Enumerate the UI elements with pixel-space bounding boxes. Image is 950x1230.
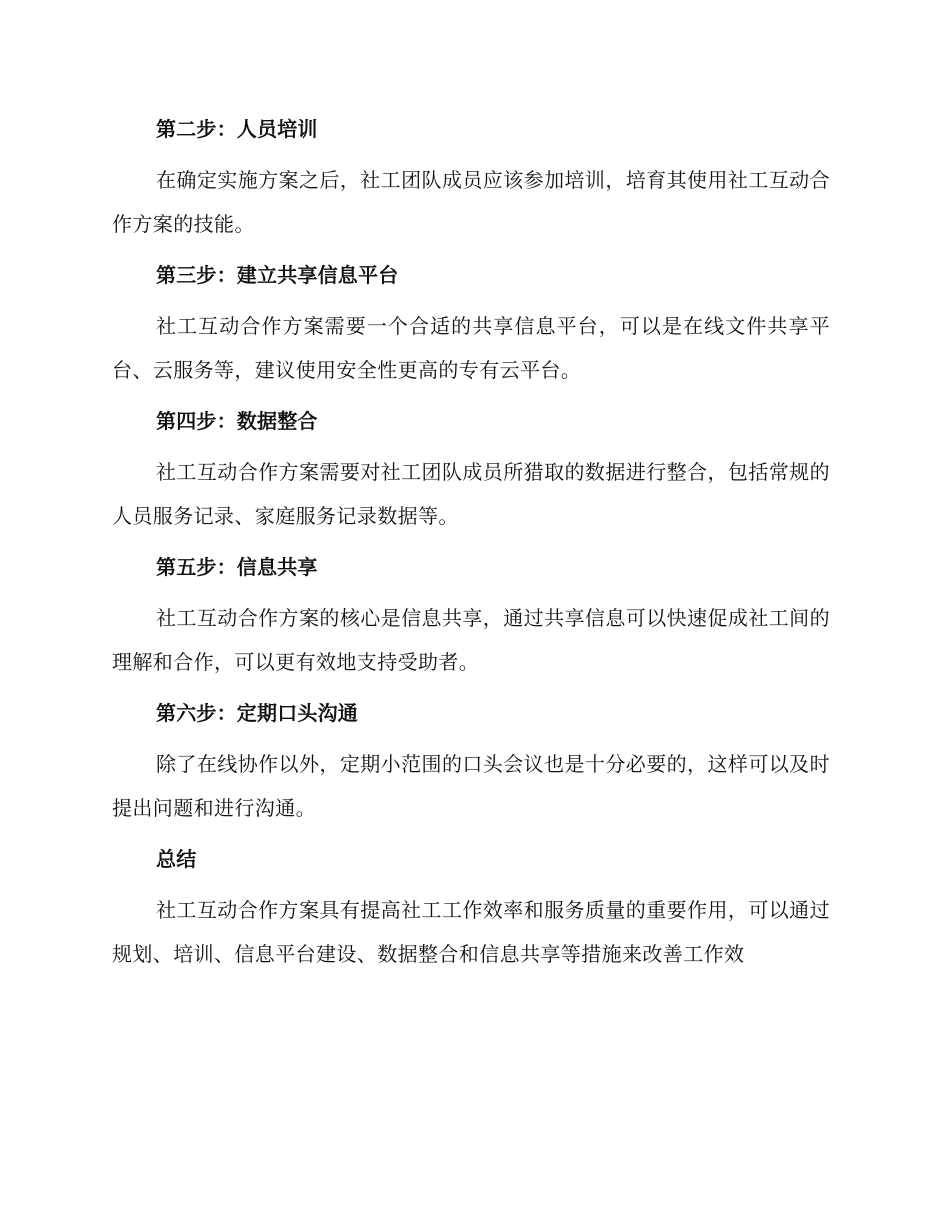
section-paragraph: 除了在线协作以外，定期小范围的口头会议也是十分必要的，这样可以及时提出问题和进行沟通。 [112,752,830,820]
section-step-2 [112,108,830,246]
section-heading: 第四步：数据整合 [156,409,318,433]
section-summary [112,838,830,976]
section-paragraph: 社工互动合作方案的核心是信息共享，通过共享信息可以快速促成社工间的理解和合作，可以更有效地支持受助者。 [112,606,830,674]
section-step-4 [112,400,830,538]
section-paragraph: 社工互动合作方案具有提高社工工作效率和服务质量的重要作用，可以通过规划、培训、信息平台建设、数据整合和信息共享等措施来改善工作效 [112,898,830,966]
section-heading: 第六步：定期口头沟通 [156,701,358,725]
document-body [112,108,830,984]
section-heading: 第三步：建立共享信息平台 [156,263,399,287]
section-paragraph: 社工互动合作方案需要一个合适的共享信息平台，可以是在线文件共享平台、云服务等，建议使用安全性更高的专有云平台。 [112,314,830,382]
section-step-5 [112,546,830,684]
section-paragraph: 在确定实施方案之后，社工团队成员应该参加培训，培育其使用社工互动合作方案的技能。 [112,168,830,236]
section-heading: 总结 [156,847,197,871]
section-paragraph: 社工互动合作方案需要对社工团队成员所猎取的数据进行整合，包括常规的人员服务记录、家庭服务记录数据等。 [112,460,830,528]
section-step-6 [112,692,830,830]
section-heading: 第五步：信息共享 [156,555,318,579]
section-step-3 [112,254,830,392]
section-heading: 第二步：人员培训 [156,117,318,141]
